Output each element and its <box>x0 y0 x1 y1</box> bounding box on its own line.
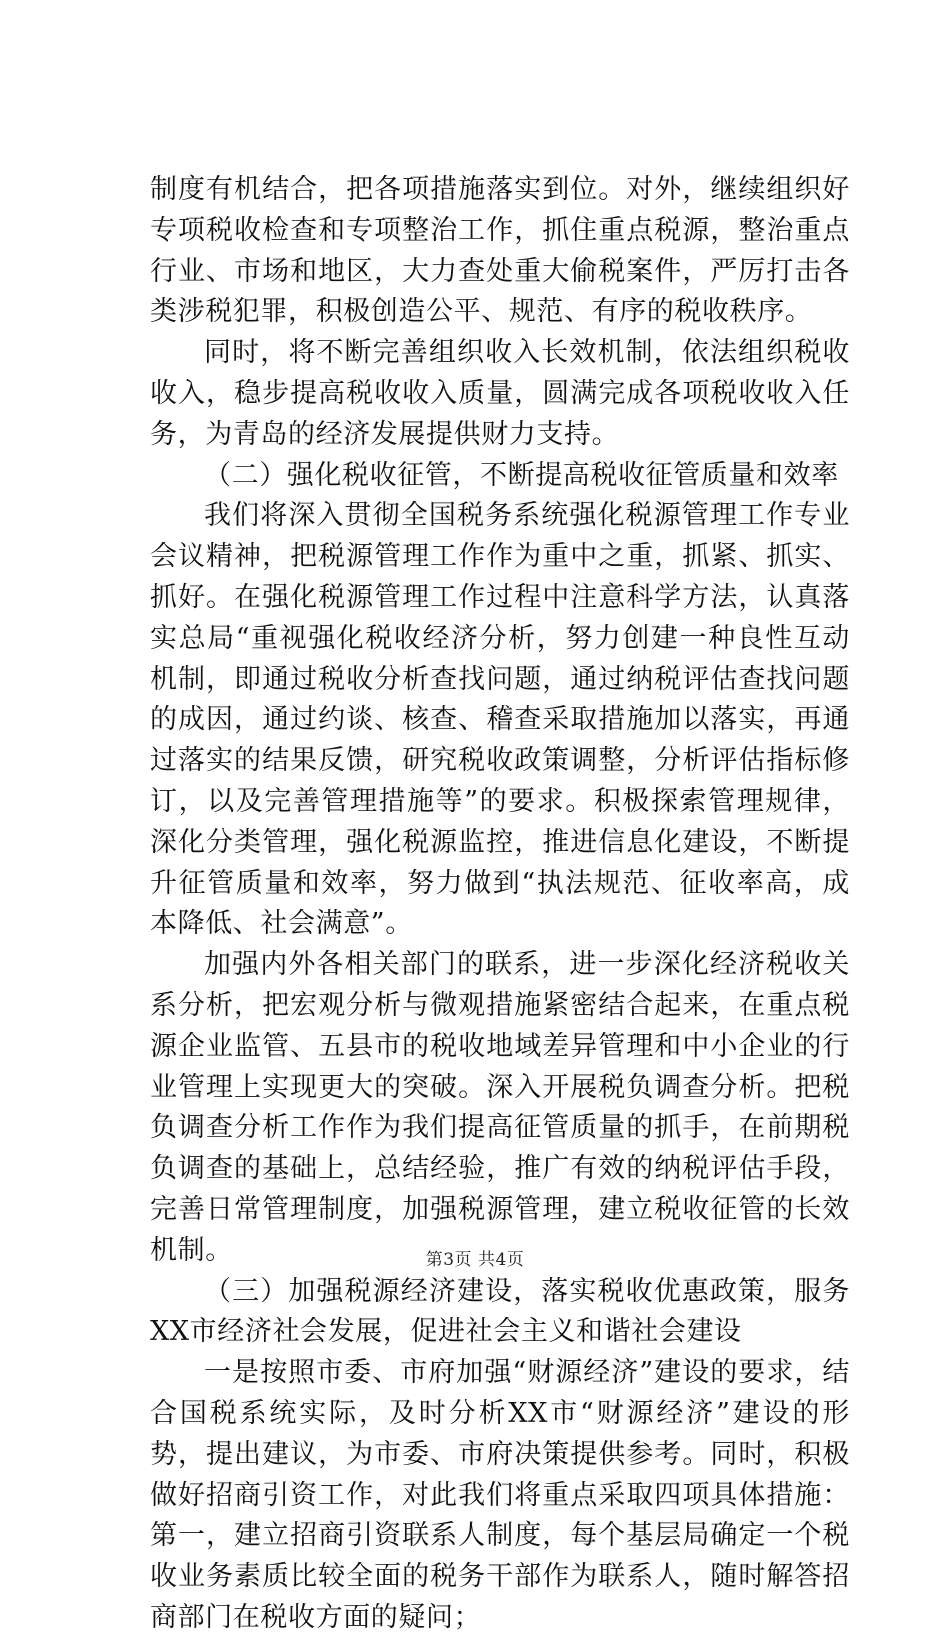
paragraph-financial-economy: 一是按照市委、市府加强“财源经济”建设的要求，结合国税系统实际，及时分析XX市“财源经济”建设的形势，提出建议，为市委、市府决策提供参考。同时，积极做好招商引资工作，对此我们将重点采取四项具体措施：第一，建立招商引资联系人制度，每个基层局确定一个税收业务素质比较全面的税务干部作为联系人，随时解答招商部门在税收方面的疑问； <box>150 1357 850 1633</box>
section-heading-2: （二）强化税收征管，不断提高税收征管质量和效率 <box>204 459 839 491</box>
paragraph-source-management: 我们将深入贯彻全国税务系统强化税源管理工作专业会议精神，把税源管理工作作为重中之重，抓紧、抓实、抓好。在强化税源管理工作过程中注意科学方法，认真落实总局“重视强化税收经济分析，努力创建一种良性互动机制，即通过税收分析查找问题，通过纳税评估查找问题的成因，通过约谈、核查、稽查采取措施加以落实，再通过落实的结果反馈，研究税收政策调整，分析评估指标修订，以及完善管理措施等”的要求。积极探索管理规律，深化分类管理，强化税源监控，推进信息化建设，不断提升征管质量和效率，努力做到“执法规范、征收率高，成本降低、社会满意”。 <box>150 500 850 940</box>
paragraph-department-liaison: 加强内外各相关部门的联系，进一步深化经济税收关系分析，把宏观分析与微观措施紧密结合起来，在重点税源企业监管、五县市的税收地域差异管理和中小企业的行业管理上实现更大的突破。深入开展税负调查分析。把税负调查分析工作作为我们提高征管质量的抓手，在前期税负调查的基础上，总结经验，推广有效的纳税评估手段，完善日常管理制度，加强税源管理，建立税收征管的长效机制。 <box>150 949 850 1266</box>
paragraph-revenue-mechanism: 同时，将不断完善组织收入长效机制，依法组织税收收入，稳步提高税收收入质量，圆满完成各项税收收入任务，为青岛的经济发展提供财力支持。 <box>150 337 850 450</box>
page-number-footer: 第3页 共4页 <box>425 1250 525 1270</box>
paragraph-continued: 制度有机结合，把各项措施落实到位。对外，继续组织好专项税收检查和专项整治工作，抓住重点税源，整治重点行业、市场和地区，大力查处重大偷税案件，严厉打击各类涉税犯罪，积极创造公平、规范、有序的税收秩序。 <box>150 174 850 328</box>
section-heading-3: （三）加强税源经济建设，落实税收优惠政策，服务XX市经济社会发展，促进社会主义和谐社会建设 <box>150 1275 850 1348</box>
document-body <box>150 170 850 1639</box>
